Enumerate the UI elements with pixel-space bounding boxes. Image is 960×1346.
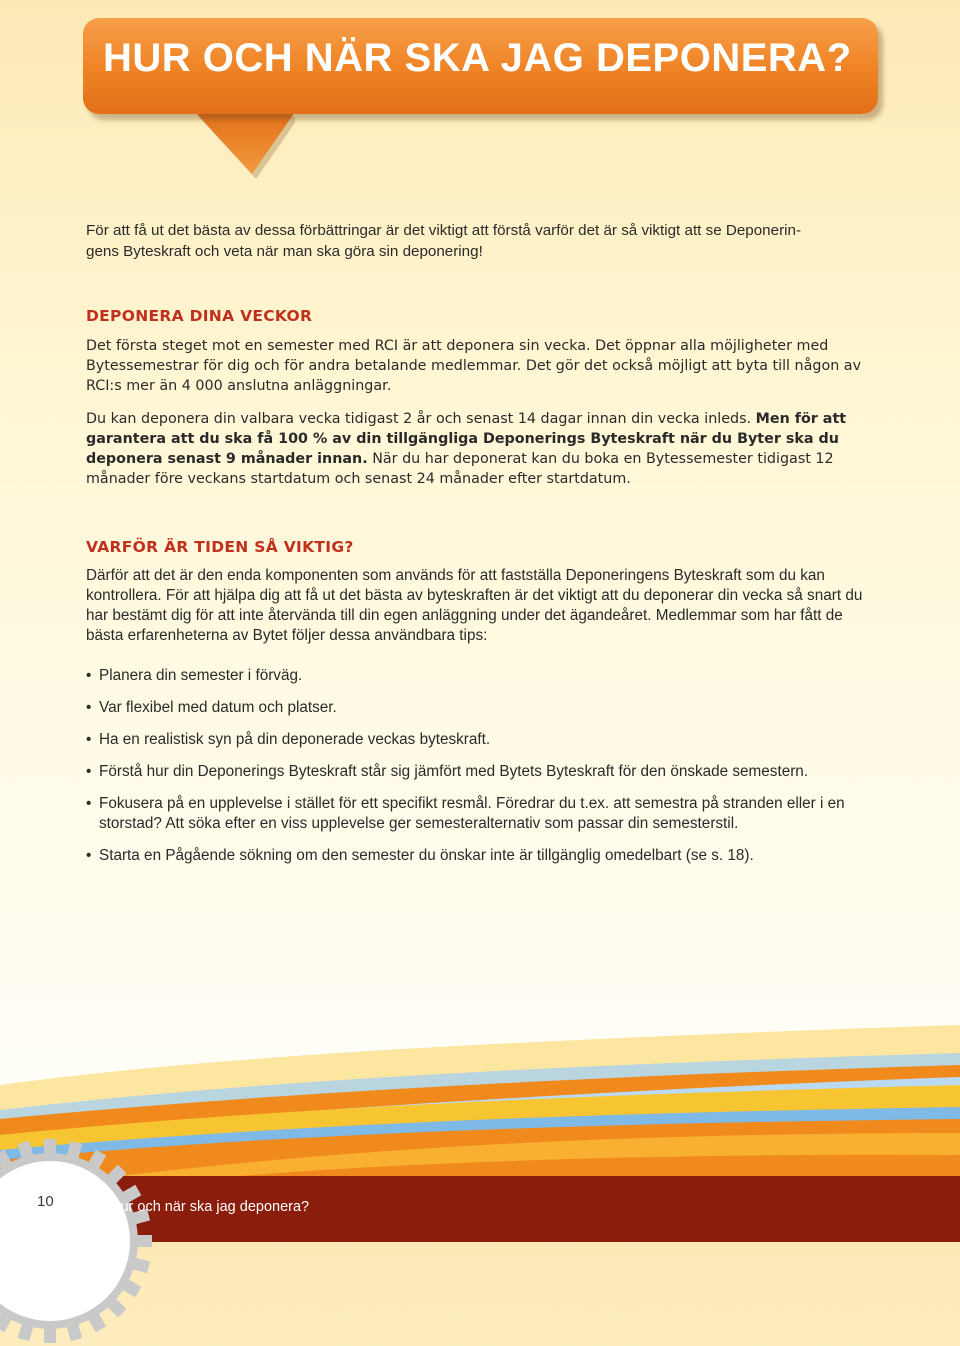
- footer-section-label: Hur och när ska jag deponera?: [110, 1199, 310, 1215]
- para2-text-end: När du har deponerat kan du boka en Bytessemester tidigast 12 månader före veckans startdatum och senast 24 månader efter startdatum.: [86, 451, 834, 487]
- tip-item: [86, 794, 876, 834]
- tip-text: Planera din semester i förväg.: [99, 667, 303, 684]
- tip-text: Var flexibel med datum och platser.: [99, 699, 337, 716]
- tip-item: [86, 846, 876, 866]
- gear-icon: [0, 1136, 155, 1346]
- intro-line-1: För att få ut det bästa av dessa förbättringar är det viktigt att förstå varför det är så viktigt att se Deponerin-: [86, 222, 801, 239]
- tip-text: Ha en realistisk syn på din deponerade veckas byteskraft.: [99, 731, 491, 748]
- tip-item: [86, 698, 876, 718]
- section1-paragraph-2: [86, 409, 876, 489]
- section2-paragraph: Därför att det är den enda komponenten som används för att fastställa Deponeringens Byteskraft som du kan kontrollera. För att hjälpa dig att få ut det bästa av byteskraften är det viktigt att du deponerar din vecka så snart du har bestämt dig för att inte återvända till din egen anläggning under det ägandeåret. Medlemmar som har fått de bästa erfarenheterna av Bytet följer dessa användbara tips:: [86, 567, 863, 644]
- bullet-dot: •: [86, 699, 92, 716]
- page-number: 10: [37, 1193, 54, 1210]
- para2-bold-text: Men för att garantera att du ska få 100 % av din tillgängliga Deponerings Byteskraft när du Byter ska du deponera senast 9 månader innan.: [86, 411, 847, 467]
- intro-line-2: gens Byteskraft och veta när man ska göra sin deponering!: [86, 243, 483, 260]
- intro-paragraph: [86, 220, 876, 262]
- speech-bubble-tail-icon: [195, 112, 295, 178]
- bullet-dot: •: [86, 731, 92, 748]
- title-banner: [83, 18, 878, 168]
- page-title: HUR OCH NÄR SKA JAG DEPONERA?: [103, 36, 852, 80]
- para2-text-start: Du kan deponera din valbara vecka tidigast 2 år och senast 14 dagar innan din vecka inleds.: [86, 411, 756, 427]
- section1-paragraph-1: Det första steget mot en semester med RCI är att deponera sin vecka. Det öppnar alla möjligheter med Bytessemestrar för dig och för andra betalande medlemmar. Det gör det också möjligt att byta till någon av RCI:s mer än 4 000 anslutna anläggningar.: [86, 338, 862, 394]
- tip-text: Starta en Pågående sökning om den semester du önskar inte är tillgänglig omedelbart (se s. 18).: [99, 847, 754, 864]
- bullet-dot: •: [86, 847, 92, 864]
- bullet-dot: •: [86, 667, 92, 684]
- bullet-dot: •: [86, 795, 92, 812]
- tip-text: Förstå hur din Deponerings Byteskraft står sig jämfört med Bytets Byteskraft för den önskade semestern.: [99, 763, 809, 780]
- tip-item: [86, 730, 876, 750]
- section-heading-varfor: VARFÖR ÄR TIDEN SÅ VIKTIG?: [86, 538, 354, 556]
- tip-item: [86, 762, 876, 782]
- section-heading-deponera: DEPONERA DINA VECKOR: [86, 307, 313, 325]
- tips-list: [86, 666, 876, 878]
- tip-item: [86, 666, 876, 686]
- tip-text: Fokusera på en upplevelse i stället för ett specifikt resmål. Föredrar du t.ex. att semestra på stranden eller i en storstad? Att söka efter en viss upplevelse ger semesteralternativ som passar din semesterstil.: [99, 795, 845, 832]
- bullet-dot: •: [86, 763, 92, 780]
